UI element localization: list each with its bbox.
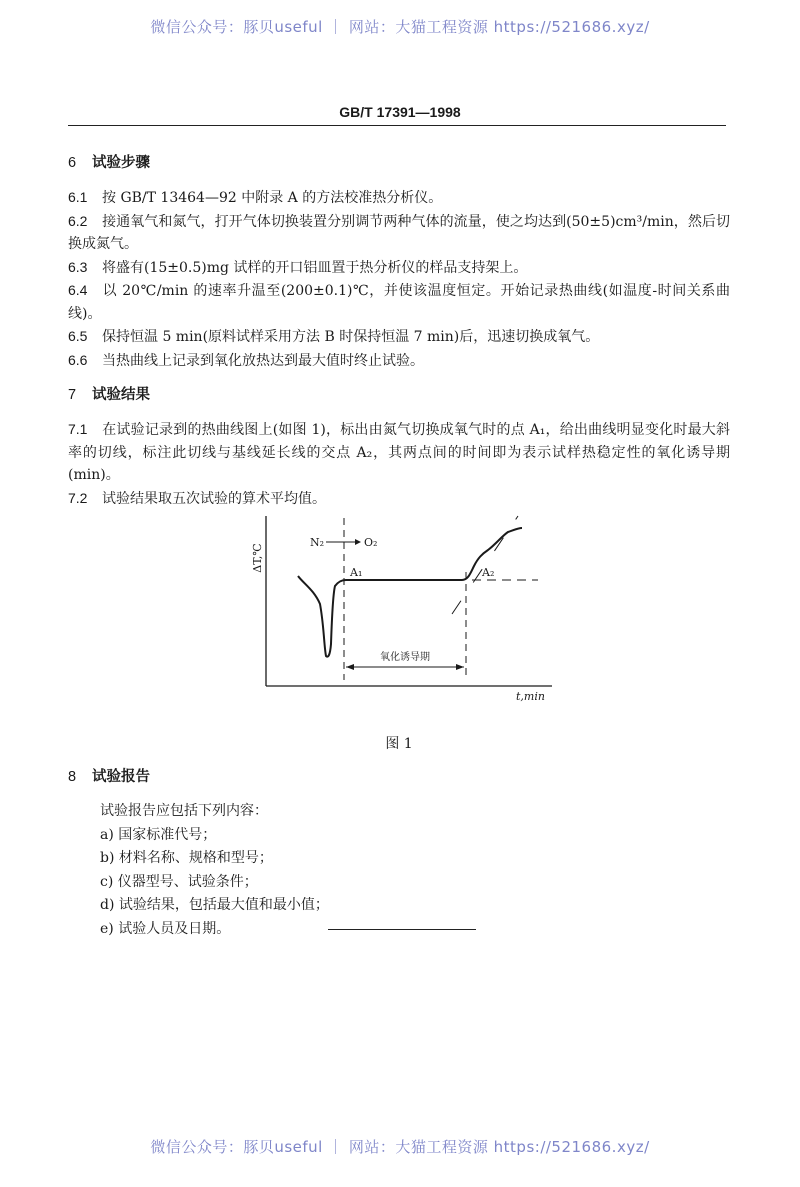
figure-1	[68, 510, 730, 732]
clause-6-6	[68, 349, 730, 373]
clause-6-1	[68, 186, 730, 210]
report-item-d: d) 试验结果，包括最大值和最小值；	[100, 897, 329, 913]
clause-number: 7.2	[68, 489, 88, 506]
clause-number: 6.6	[68, 351, 88, 368]
thermal-curve-diagram	[68, 510, 730, 732]
report-item-a: a) 国家标准代号；	[100, 826, 217, 843]
watermark-top: 微信公众号：豚贝useful ｜ 网站：大猫工程资源 https://521686.xyz/	[150, 18, 650, 36]
document-body	[68, 152, 730, 941]
clause-6-3	[68, 256, 730, 280]
clause-number: 6.4	[68, 282, 88, 298]
clause-6-4	[68, 279, 730, 325]
section-6-title: 试验步骤	[92, 154, 150, 171]
clause-text: 按 GB/T 13464—92 中附录 A 的方法校准热分析仪。	[102, 190, 443, 206]
report-item-c: c) 仪器型号、试验条件；	[100, 873, 258, 890]
report-item-e: e) 试验人员及日期。	[100, 920, 231, 937]
section-7-title: 试验结果	[92, 386, 150, 403]
clause-number: 6.3	[68, 258, 88, 275]
clause-text: 将盛有(15±0.5)mg 试样的开口铝皿置于热分析仪的样品支持架上。	[102, 259, 528, 276]
clause-number: 6.5	[68, 328, 88, 344]
clause-number: 7.1	[68, 421, 88, 437]
gas-n2-label: N₂	[310, 536, 325, 549]
clause-number: 6.1	[68, 189, 88, 205]
thermal-curve	[298, 528, 522, 657]
section-8-number: 8	[68, 769, 77, 785]
clause-text: 接通氧气和氮气，打开气体切换装置分别调节两种气体的流量，使之均达到(50±5)cm³/min，然后切换成氮气。	[68, 213, 730, 252]
tangent-line	[452, 516, 518, 614]
interval-arrow-left	[346, 664, 354, 670]
section-8-title: 试验报告	[92, 768, 150, 785]
gas-o2-label: O₂	[364, 536, 378, 549]
end-rule	[328, 929, 476, 930]
section-7-heading	[68, 384, 730, 406]
report-item-b: b) 材料名称、规格和型号；	[100, 850, 273, 866]
clause-text: 试验结果取五次试验的算术平均值。	[102, 490, 326, 507]
standard-code-header: GB/T 17391—1998	[339, 104, 461, 120]
clause-7-2	[68, 487, 730, 511]
point-a2-label: A₂	[482, 566, 495, 579]
section-7-number: 7	[68, 387, 77, 403]
clause-number: 6.2	[68, 212, 88, 229]
clause-6-5	[68, 325, 730, 349]
report-content-list	[68, 800, 730, 941]
clause-6-2	[68, 210, 730, 256]
y-axis-label: ΔT,℃	[251, 543, 264, 573]
interval-label: 氧化诱导期	[380, 652, 430, 663]
clause-text: 当热曲线上记录到氧化放热达到最大值时终止试验。	[102, 352, 424, 369]
point-a1-label: A₁	[350, 566, 363, 579]
x-axis-label: t,min	[516, 690, 545, 703]
interval-arrow-right	[456, 664, 464, 670]
section-8-heading	[68, 766, 730, 788]
clause-text: 在试验记录到的热曲线图上(如图 1)，标出由氮气切换成氧气时的点 A₁，给出曲线明显变化时最大斜率的切线，标注此切线与基线延长线的交点 A₂，其两点间的时间即为表示试样热稳定性的氧化诱导期(min)。	[68, 422, 730, 483]
clause-7-1	[68, 418, 730, 487]
clause-text: 保持恒温 5 min(原料试样采用方法 B 时保持恒温 7 min)后，迅速切换成氧气。	[102, 329, 600, 345]
section-6-number: 6	[68, 155, 77, 171]
clause-text: 以 20℃/min 的速率升温至(200±0.1)℃，并使该温度恒定。开始记录热曲线(如温度-时间关系曲线)。	[68, 283, 730, 322]
figure-caption: 图 1	[385, 736, 413, 752]
section-6-heading	[68, 152, 730, 174]
watermark-bottom: 微信公众号：豚贝useful ｜ 网站：大猫工程资源 https://521686.xyz/	[150, 1138, 650, 1156]
report-intro: 试验报告应包括下列内容：	[100, 803, 268, 819]
header-rule	[68, 125, 726, 126]
